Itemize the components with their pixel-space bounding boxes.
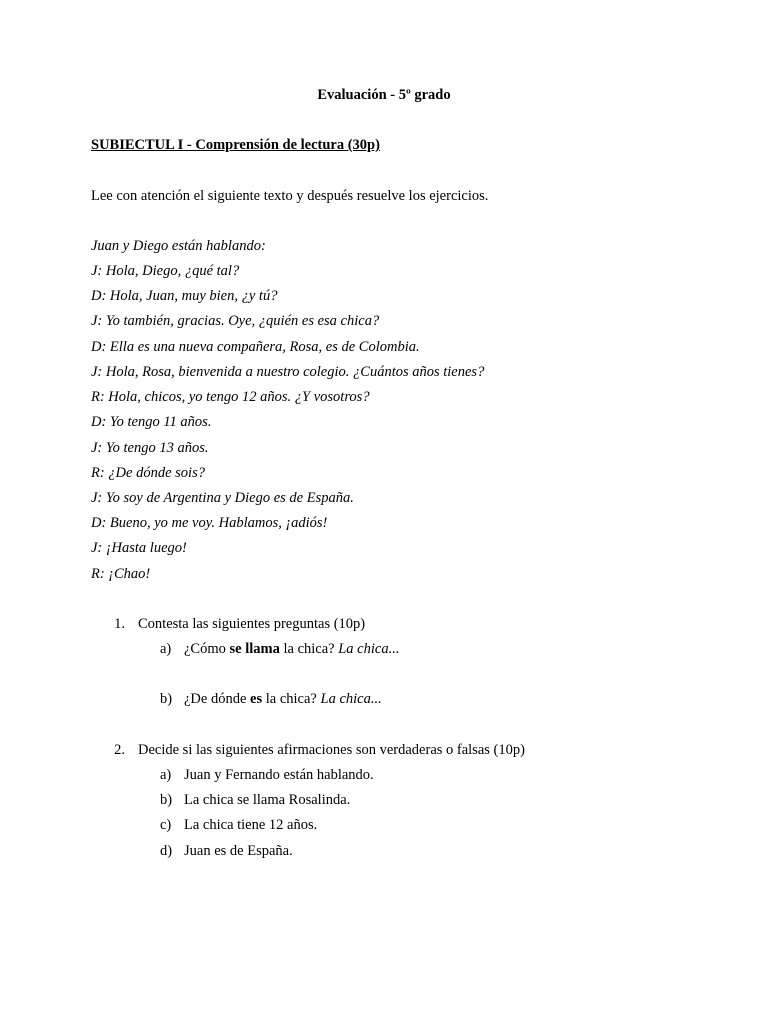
item-text-bold: se llama xyxy=(229,641,280,657)
dialogue-line: R: Hola, chicos, yo tengo 12 años. ¿Y vosotros? xyxy=(91,389,370,405)
dialogue-line: J: Yo tengo 13 años. xyxy=(91,440,209,456)
section-heading: SUBIECTUL I - Comprensión de lectura (30p) xyxy=(91,137,380,153)
item-text: La chica tiene 12 años. xyxy=(184,817,318,833)
item-letter: d) xyxy=(160,843,173,859)
item-letter: b) xyxy=(160,792,173,808)
dialogue-line: J: Hola, Diego, ¿qué tal? xyxy=(91,263,240,279)
dialogue-line: J: Yo soy de Argentina y Diego es de España. xyxy=(91,490,354,506)
page-title: Evaluación - 5º grado xyxy=(317,87,451,103)
exercise-1-text: Contesta las siguientes preguntas (10p) xyxy=(138,616,366,632)
dialogue-line: R: ¡Chao! xyxy=(91,566,151,582)
exercise-2-number: 2. xyxy=(114,742,125,758)
item-text xyxy=(184,640,399,658)
item-text: La chica se llama Rosalinda. xyxy=(184,792,351,808)
dialogue-line: R: ¿De dónde sois? xyxy=(91,465,205,481)
item-letter: b) xyxy=(160,691,173,707)
item-text: Juan es de España. xyxy=(184,843,293,859)
item-text-bold: es xyxy=(250,691,263,707)
dialogue-line: D: Bueno, yo me voy. Hablamos, ¡adiós! xyxy=(91,515,328,531)
item-letter: a) xyxy=(160,767,172,783)
item-answer-prompt: La chica... xyxy=(338,641,400,657)
item-text xyxy=(184,690,382,708)
dialogue-line: D: Yo tengo 11 años. xyxy=(91,414,212,430)
dialogue-line: D: Ella es una nueva compañera, Rosa, es de Colombia. xyxy=(91,339,420,355)
item-text: Juan y Fernando están hablando. xyxy=(184,767,374,783)
exercise-2-text: Decide si las siguientes afirmaciones son verdaderas o falsas (10p) xyxy=(138,742,525,758)
item-text-part: la chica? xyxy=(279,641,339,657)
instruction-text: Lee con atención el siguiente texto y después resuelve los ejercicios. xyxy=(91,188,489,204)
exercise-1-number: 1. xyxy=(114,616,125,632)
item-text-part: la chica? xyxy=(262,691,321,707)
dialogue-line: J: Hola, Rosa, bienvenida a nuestro colegio. ¿Cuántos años tienes? xyxy=(91,364,485,380)
dialogue-line: J: ¡Hasta luego! xyxy=(91,540,187,556)
item-text-part: ¿Cómo xyxy=(184,641,230,657)
item-letter: c) xyxy=(160,817,172,833)
dialogue-intro: Juan y Diego están hablando: xyxy=(91,238,266,254)
dialogue-line: J: Yo también, gracias. Oye, ¿quién es esa chica? xyxy=(91,313,380,329)
dialogue-line: D: Hola, Juan, muy bien, ¿y tú? xyxy=(91,288,278,304)
item-answer-prompt: La chica... xyxy=(320,691,382,707)
item-letter: a) xyxy=(160,641,172,657)
item-text-part: ¿De dónde xyxy=(184,691,251,707)
